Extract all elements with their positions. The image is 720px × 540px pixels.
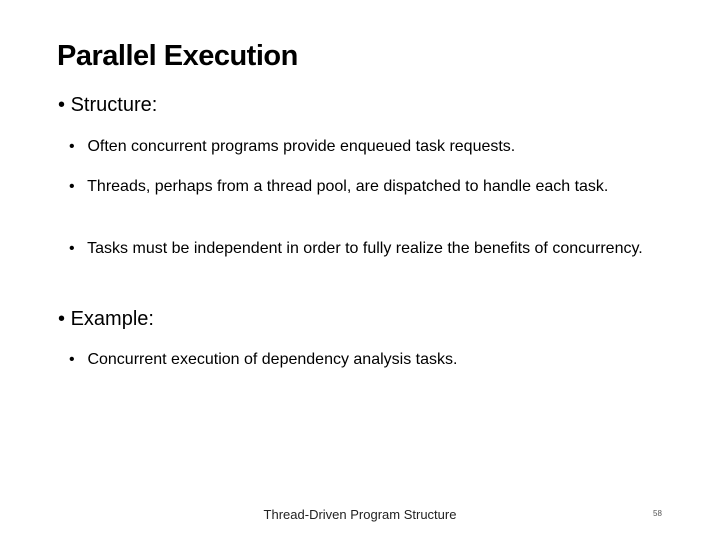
slide-footer: Thread-Driven Program Structure [263, 507, 457, 522]
bullet-structure [58, 92, 157, 118]
slide-title: Parallel Execution [57, 40, 298, 72]
page-number: 58 [653, 509, 662, 518]
bullet-icon: • [58, 308, 66, 330]
sub-bullet-item: • Tasks must be independent in order to fully realize the benefits of concurrency. [69, 240, 643, 257]
sub-bullet-text: Often concurrent programs provide enqueued task requests. [87, 138, 516, 155]
bullet-icon: • [58, 94, 66, 116]
bullet-example [58, 306, 154, 332]
sub-bullet-item: • Often concurrent programs provide enqueued task requests. [69, 138, 516, 155]
sub-bullet-item: • Concurrent execution of dependency analysis tasks. [69, 351, 458, 368]
bullet-label: Example: [70, 308, 154, 330]
bullet-label: Structure: [70, 94, 158, 116]
sub-bullet-text: Threads, perhaps from a thread pool, are dispatched to handle each task. [87, 178, 609, 195]
sub-bullet-text: Concurrent execution of dependency analysis tasks. [87, 351, 458, 368]
sub-bullet-text: Tasks must be independent in order to fully realize the benefits of concurrency. [87, 240, 643, 257]
sub-bullet-item: • Threads, perhaps from a thread pool, are dispatched to handle each task. [69, 178, 609, 195]
